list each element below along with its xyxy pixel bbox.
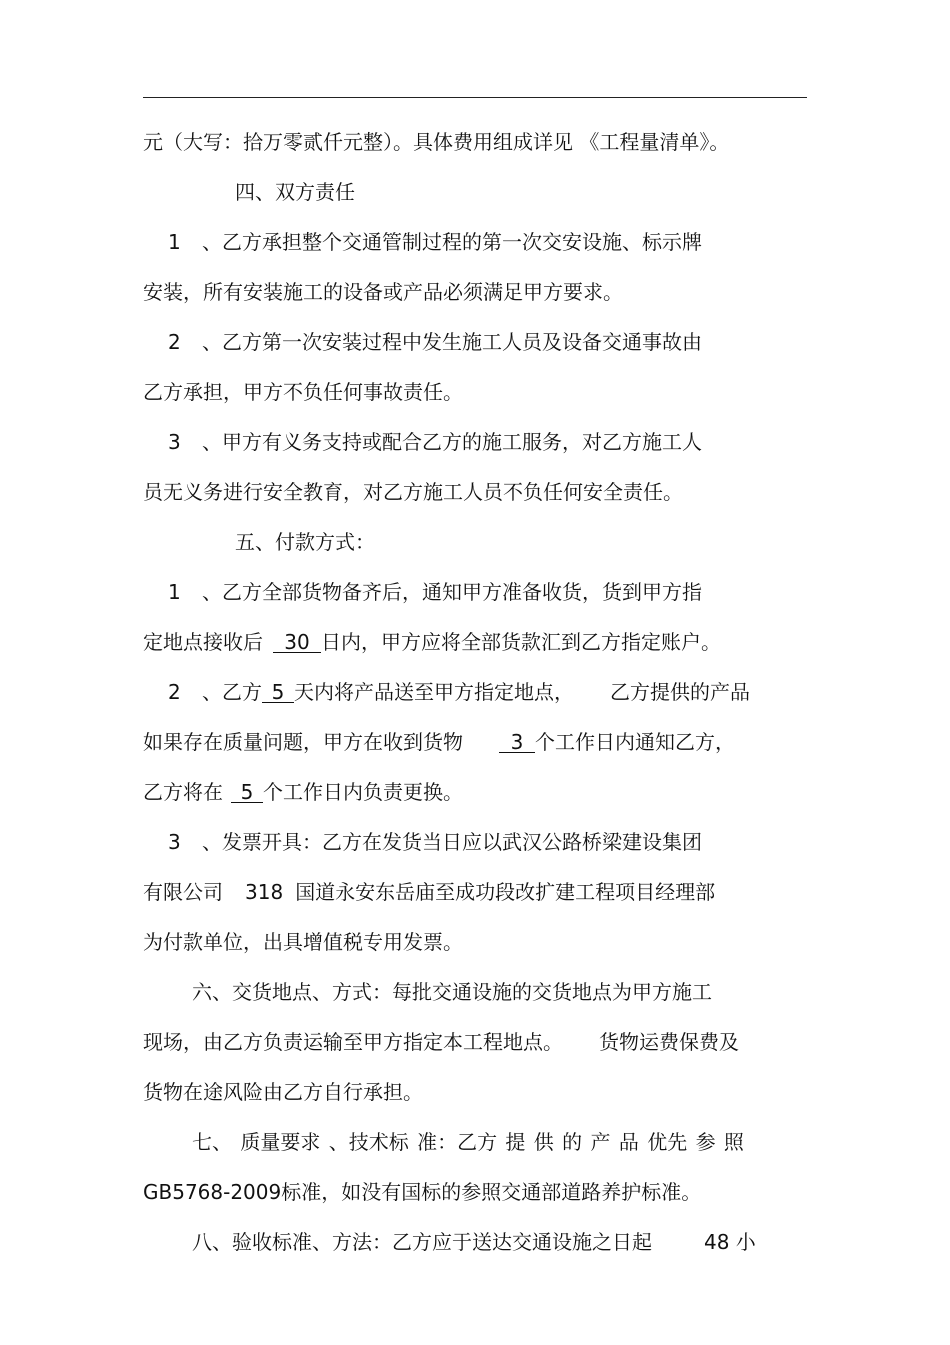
clause-number: 1 bbox=[168, 580, 181, 604]
text-line bbox=[143, 630, 721, 654]
clause-5-2 bbox=[168, 680, 750, 704]
text-line: 元（大写：拾万零贰仟元整）。具体费用组成详见 《工程量清单》。 bbox=[143, 130, 730, 154]
days-blank: 30 bbox=[273, 632, 321, 653]
text-segment: 如果存在质量问题，甲方在收到货物 bbox=[143, 730, 463, 754]
text-line bbox=[143, 880, 715, 904]
highway-number: 318 bbox=[245, 880, 284, 904]
replace-days-blank: 5 bbox=[231, 782, 263, 803]
clause-text: 、乙方 bbox=[202, 680, 262, 704]
clause-number: 1 bbox=[168, 230, 181, 254]
clause-5-1 bbox=[168, 580, 702, 604]
header-rule bbox=[143, 97, 807, 98]
clause-text: 、发票开具：乙方在发货当日应以武汉公路桥梁建设集团 bbox=[202, 830, 702, 854]
clause-text: 乙方提供的产品 bbox=[610, 680, 750, 704]
clause-text: 天内将产品送至甲方指定地点， bbox=[294, 680, 574, 704]
text-segment: 八、验收标准、方法：乙方应于送达交通设施之日起 bbox=[192, 1230, 652, 1254]
clause-text: 、甲方有义务支持或配合乙方的施工服务，对乙方施工人 bbox=[202, 430, 702, 454]
text-segment: 个工作日内负责更换。 bbox=[263, 780, 463, 804]
section-7: 七、 质量要求 、技术标 准：乙方 提 供 的 产 品 优先 参 照 bbox=[192, 1130, 744, 1154]
section-6: 六、交货地点、方式：每批交通设施的交货地点为甲方施工 bbox=[192, 980, 712, 1004]
section-heading-4: 四、双方责任 bbox=[235, 180, 355, 204]
clause-number: 2 bbox=[168, 330, 181, 354]
clause-4-2 bbox=[168, 330, 702, 354]
text-line bbox=[143, 730, 735, 754]
text-line: 乙方承担，甲方不负任何事故责任。 bbox=[143, 380, 463, 404]
text-line: GB5768-2009标准，如没有国标的参照交通部道路养护标准。 bbox=[143, 1180, 702, 1204]
clause-number: 3 bbox=[168, 430, 181, 454]
text-segment: 乙方将在 bbox=[143, 780, 223, 804]
text-segment: 国道永安东岳庙至成功段改扩建工程项目经理部 bbox=[295, 880, 716, 904]
text-segment: 有限公司 bbox=[143, 880, 223, 904]
section-8 bbox=[192, 1230, 756, 1254]
text-segment: 定地点接收后 bbox=[143, 630, 263, 654]
section-heading-5: 五、付款方式： bbox=[235, 530, 375, 554]
clause-number: 2 bbox=[168, 680, 181, 704]
clause-4-3 bbox=[168, 430, 702, 454]
text-segment: 日内，甲方应将全部货款汇到乙方指定账户。 bbox=[321, 630, 721, 654]
clause-text: 、乙方承担整个交通管制过程的第一次交安设施、标示牌 bbox=[202, 230, 702, 254]
text-line bbox=[143, 1030, 739, 1054]
clause-4-1 bbox=[168, 230, 702, 254]
text-line: 安装，所有安装施工的设备或产品必须满足甲方要求。 bbox=[143, 280, 623, 304]
text-line: 货物在途风险由乙方自行承担。 bbox=[143, 1080, 423, 1104]
clause-text: 、乙方全部货物备齐后，通知甲方准备收货，货到甲方指 bbox=[202, 580, 702, 604]
text-segment: 货物运费保费及 bbox=[599, 1030, 739, 1054]
delivery-days-blank: 5 bbox=[262, 682, 294, 703]
text-line: 员无义务进行安全教育，对乙方施工人员不负任何安全责任。 bbox=[143, 480, 683, 504]
clause-text: 、乙方第一次安装过程中发生施工人员及设备交通事故由 bbox=[202, 330, 702, 354]
hours-value: 48 小 bbox=[704, 1230, 756, 1254]
text-segment: 现场，由乙方负责运输至甲方指定本工程地点。 bbox=[143, 1030, 563, 1054]
text-line: 为付款单位，出具增值税专用发票。 bbox=[143, 930, 463, 954]
text-line bbox=[143, 780, 463, 804]
clause-5-3 bbox=[168, 830, 702, 854]
notify-days-blank: 3 bbox=[499, 732, 535, 753]
clause-number: 3 bbox=[168, 830, 181, 854]
text-segment: 个工作日内通知乙方， bbox=[535, 730, 735, 754]
